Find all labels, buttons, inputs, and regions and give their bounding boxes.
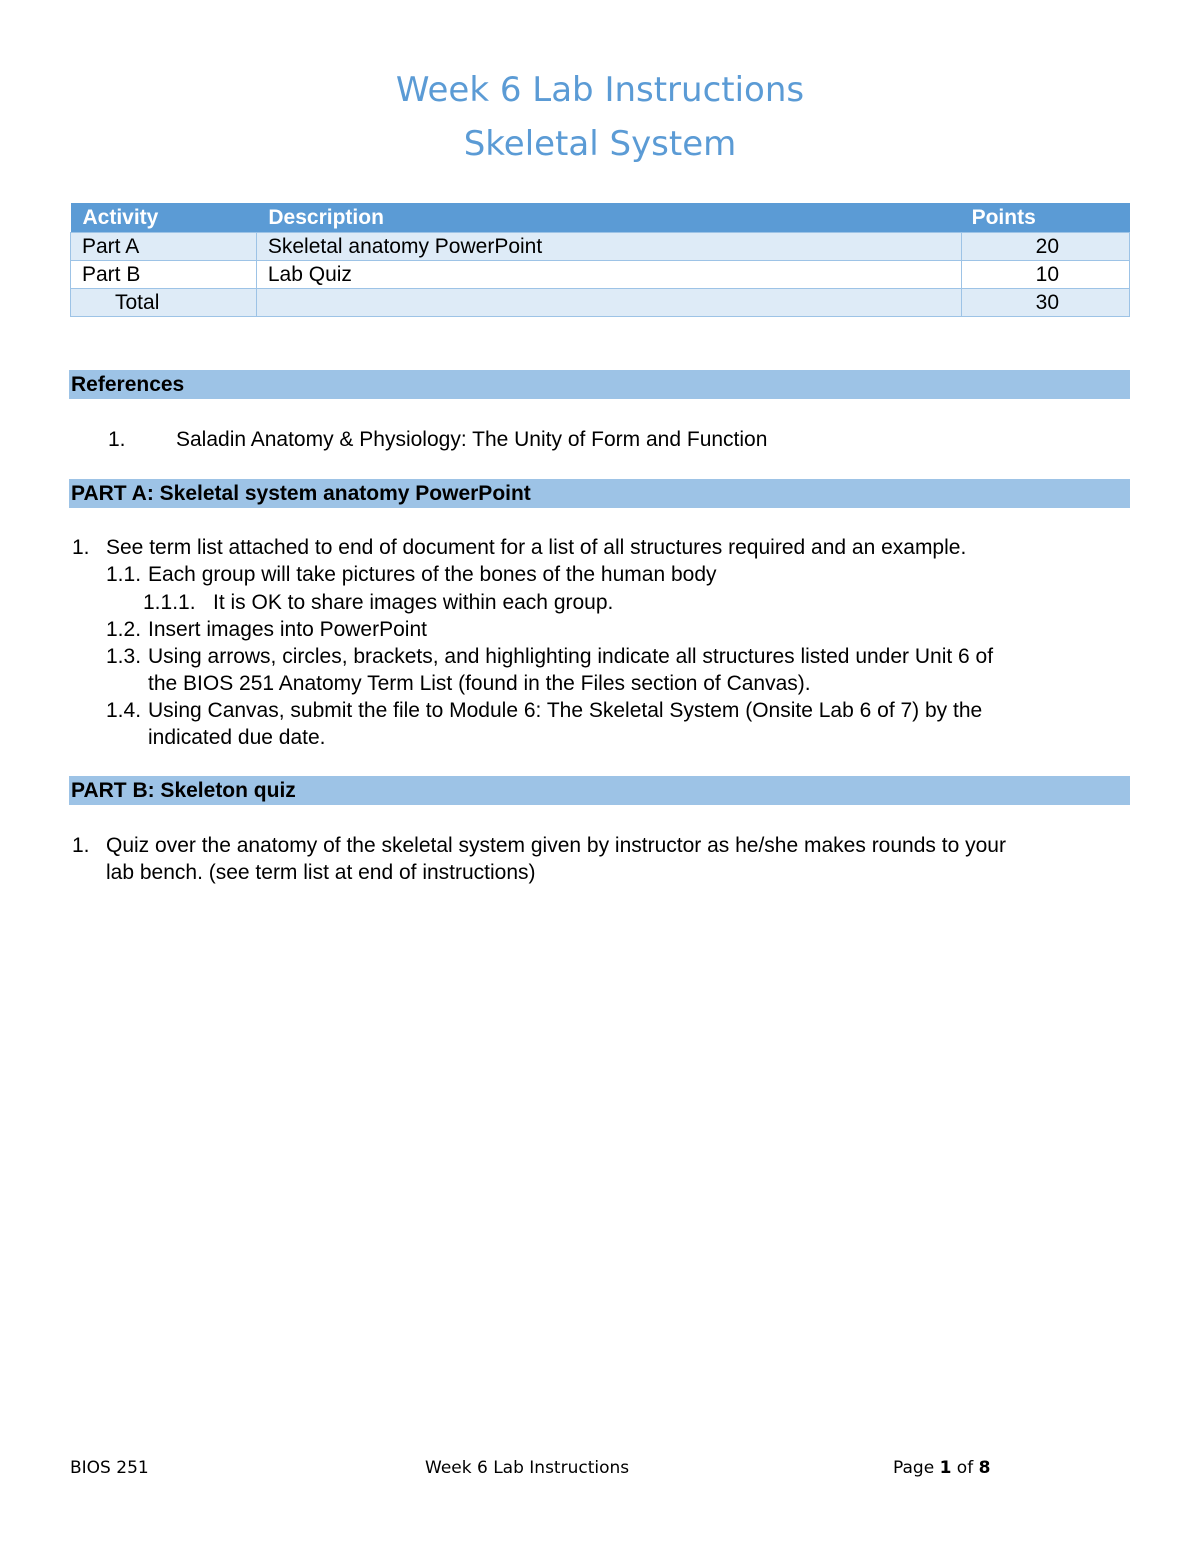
list-text: It is OK to share images within each group. [213,591,614,614]
list-item [106,643,994,670]
cell-points: 30 [962,289,1130,317]
footer-title: Week 6 Lab Instructions [425,1458,630,1478]
list-number: 1.4. [106,699,142,722]
list-item [106,616,427,643]
list-number: 1. [72,834,90,857]
footer-page-number [893,1458,990,1478]
table-row-total [71,289,1130,317]
list-text-continued: indicated due date. [148,726,326,749]
header-description: Description [256,204,961,233]
document-subtitle: Skeletal System [463,124,737,164]
document-title: Week 6 Lab Instructions [395,70,805,110]
list-item [106,697,983,724]
cell-description: Skeletal anatomy PowerPoint [256,233,961,261]
list-text: Using arrows, circles, brackets, and highlighting indicate all structures listed under Unit 6 of [148,645,994,668]
list-item [143,589,614,616]
cell-points: 20 [962,233,1130,261]
reference-number: 1. [108,428,126,451]
list-number: 1.1.1. [143,591,196,614]
list-item [72,534,967,561]
list-item [106,561,717,588]
list-text-continued: lab bench. (see term list at end of instructions) [106,861,536,884]
footer-page-current: 1 [939,1458,952,1478]
footer-page-prefix: Page [893,1458,940,1478]
list-text: Quiz over the anatomy of the skeletal system given by instructor as he/she makes rounds to your [106,834,1006,857]
list-text: See term list attached to end of document for a list of all structures required and an example. [106,536,967,559]
list-item [72,832,1006,859]
cell-description [256,289,961,317]
reference-item [108,426,768,453]
list-text: Using Canvas, submit the file to Module 6: The Skeletal System (Onsite Lab 6 of 7) by the [148,699,983,722]
cell-activity: Part B [71,261,257,289]
references-heading: References [69,370,1130,399]
list-text: Insert images into PowerPoint [148,618,427,641]
list-number: 1. [72,536,90,559]
list-number: 1.2. [106,618,142,641]
part-a-heading: PART A: Skeletal system anatomy PowerPoint [69,479,1130,508]
reference-text: Saladin Anatomy & Physiology: The Unity of Form and Function [176,428,768,451]
footer-page-total: 8 [978,1458,991,1478]
list-number: 1.1. [106,563,142,586]
header-activity: Activity [71,204,257,233]
footer-page-of: of [951,1458,979,1478]
list-text-continued: the BIOS 251 Anatomy Term List (found in the Files section of Canvas). [148,672,811,695]
footer-course: BIOS 251 [70,1458,149,1478]
cell-activity: Part A [71,233,257,261]
list-number: 1.3. [106,645,142,668]
part-b-heading: PART B: Skeleton quiz [69,776,1130,805]
list-text: Each group will take pictures of the bones of the human body [148,563,717,586]
cell-points: 10 [962,261,1130,289]
table-row [71,233,1130,261]
cell-description: Lab Quiz [256,261,961,289]
header-points: Points [962,204,1130,233]
cell-activity: Total [71,289,257,317]
activity-table [70,203,1130,317]
table-header-row [71,204,1130,233]
table-row [71,261,1130,289]
